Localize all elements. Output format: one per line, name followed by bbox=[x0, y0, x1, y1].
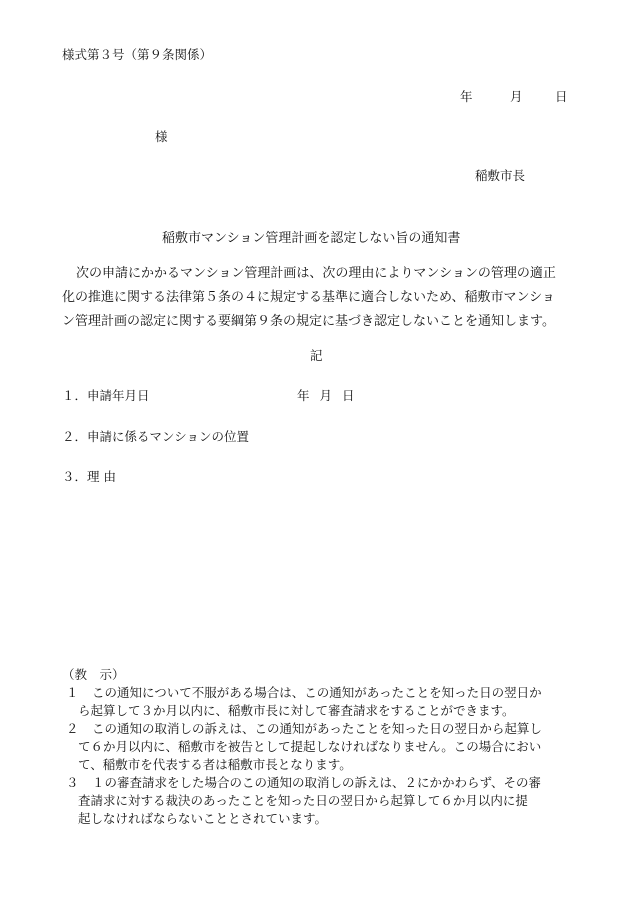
kyoji-num-3: ３ bbox=[66, 775, 79, 790]
kyoji-num-1: １ bbox=[66, 685, 79, 700]
kyoji-num-2: ２ bbox=[66, 721, 79, 736]
date-year: 年 bbox=[460, 89, 473, 104]
kyoji-3-line-2: 査請求に対する裁決のあったことを知った日の翌日から起算して６か月以内に提 bbox=[78, 793, 528, 808]
item-reason-label: ３．理 由 bbox=[62, 469, 116, 484]
form-number: 様式第３号（第９条関係） bbox=[62, 47, 213, 62]
item-location-label: ２．申請に係るマンションの位置 bbox=[62, 429, 249, 444]
recipient-suffix: 様 bbox=[155, 129, 168, 144]
kyoji-heading: （教 示） bbox=[62, 667, 125, 682]
kyoji-2-line-1: この通知の取消しの訴えは、この通知があったことを知った日の翌日から起算し bbox=[92, 721, 542, 736]
date-day: 日 bbox=[555, 89, 568, 104]
kyoji-2-line-3: て、稲敷市を代表する者は稲敷市長となります。 bbox=[78, 757, 352, 772]
kyoji-1-line-2: ら起算して３か月以内に、稲敷市長に対して審査請求をすることができます。 bbox=[78, 703, 515, 718]
kyoji-3-line-3: 起しなければならないこととされています。 bbox=[78, 811, 328, 826]
ki-heading: 記 bbox=[310, 348, 323, 363]
body-line-2: 化の推進に関する法律第５条の４に規定する基準に適合しないため、稲敷市マンショ bbox=[62, 290, 555, 305]
item-application-date-value: 年 月 日 bbox=[297, 388, 355, 403]
body-line-3: ン管理計画の認定に関する要綱第９条の規定に基づき認定しないことを通知します。 bbox=[62, 314, 555, 329]
document-title: 稲敷市マンション管理計画を認定しない旨の通知書 bbox=[162, 231, 461, 246]
body-line-1: 次の申請にかかるマンション管理計画は、次の理由によりマンションの管理の適正 bbox=[76, 266, 556, 281]
date-month: 月 bbox=[510, 89, 523, 104]
kyoji-1-line-1: この通知について不服がある場合は、この通知があったことを知った日の翌日か bbox=[92, 685, 542, 700]
kyoji-2-line-2: て６か月以内に、稲敷市を被告として提起しなければなりません。この場合におい bbox=[78, 739, 542, 754]
item-application-date-label: １．申請年月日 bbox=[62, 388, 150, 403]
issuer: 稲敷市長 bbox=[475, 168, 526, 183]
kyoji-3-line-1: １の審査請求をした場合のこの通知の取消しの訴えは、２にかかわらず、その審 bbox=[92, 775, 542, 790]
